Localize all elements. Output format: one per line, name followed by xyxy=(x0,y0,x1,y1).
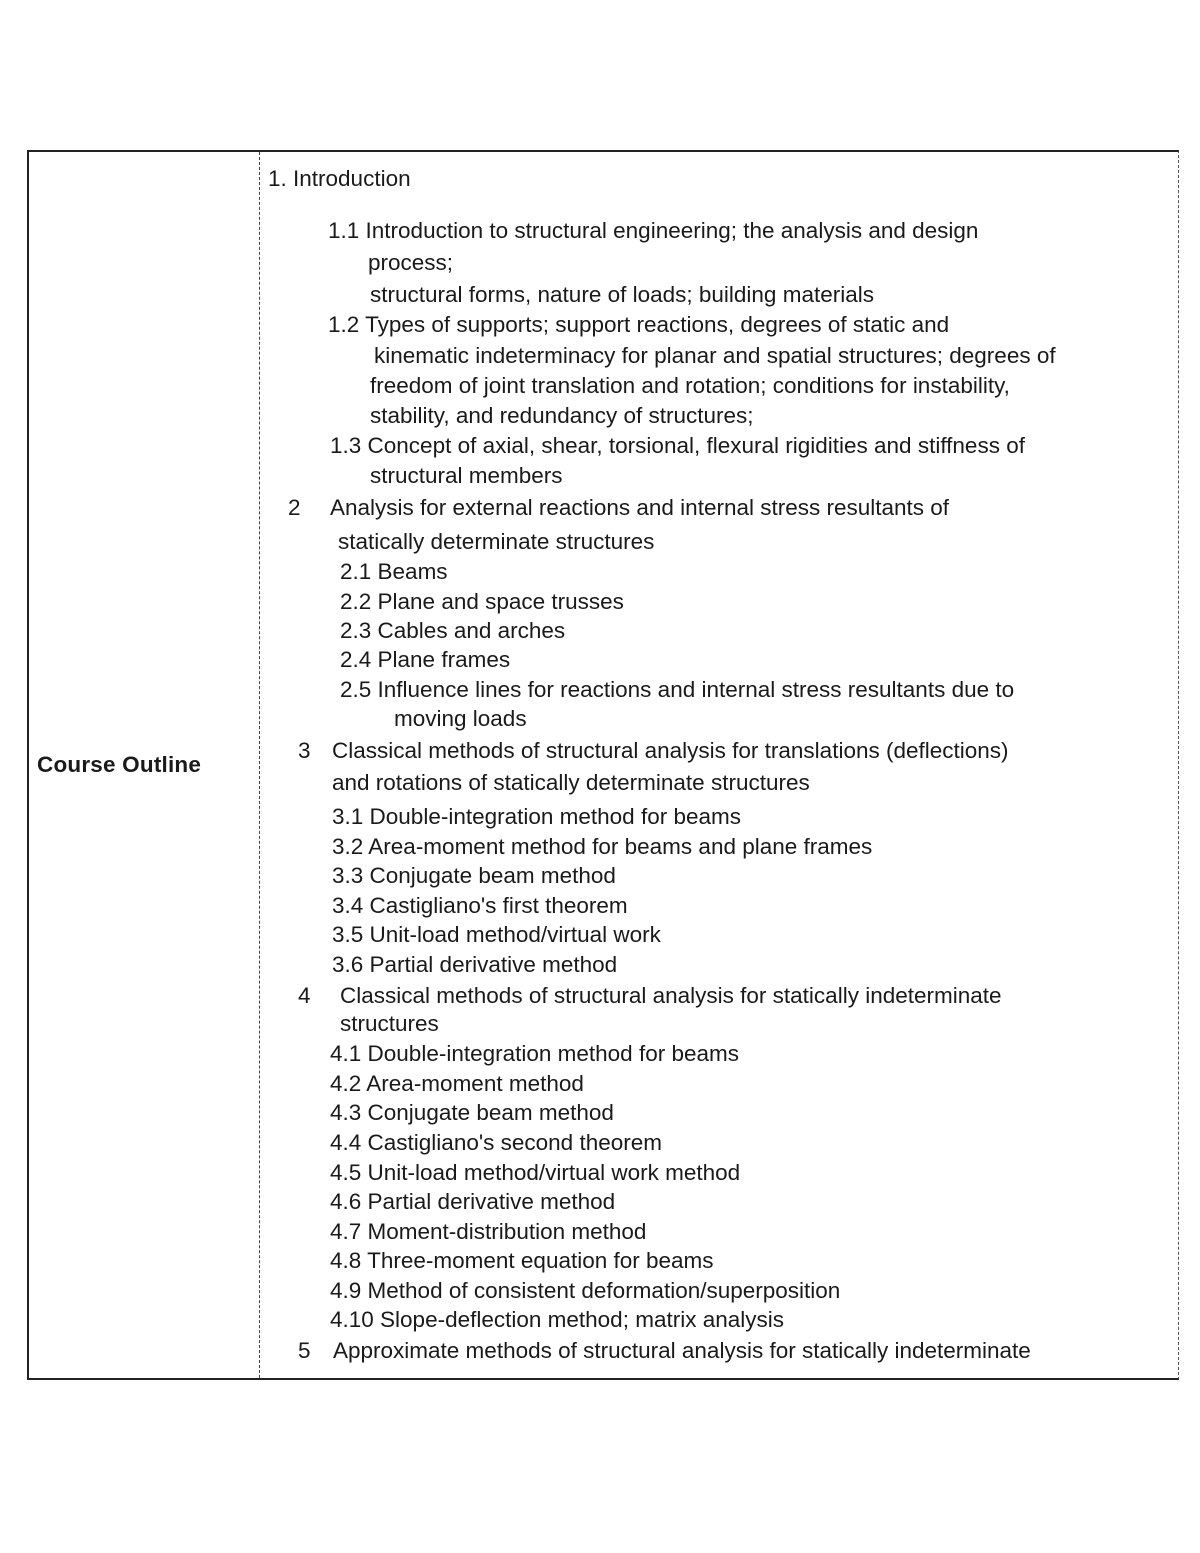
outline-line: 2.2 Plane and space trusses xyxy=(340,589,624,614)
outline-line: 2.3 Cables and arches xyxy=(340,618,566,643)
outline-line: freedom of joint translation and rotation; conditions for instability, xyxy=(370,373,1010,398)
outline-line: 3.4 Castigliano's first theorem xyxy=(332,893,628,918)
outline-line: 3.3 Conjugate beam method xyxy=(332,863,616,888)
outline-line: Approximate methods of structural analysis for statically indeterminate xyxy=(333,1338,1031,1363)
outline-line: and rotations of statically determinate structures xyxy=(332,770,810,795)
outline-line: 3.1 Double-integration method for beams xyxy=(332,804,741,829)
outline-number: 4 xyxy=(298,983,311,1008)
outline-line: 4.1 Double-integration method for beams xyxy=(330,1041,739,1066)
outline-number: 5 xyxy=(298,1338,311,1363)
outline-line: structures xyxy=(340,1011,439,1036)
outline-line: 4.6 Partial derivative method xyxy=(330,1189,616,1214)
outline-line: Classical methods of structural analysis for statically indeterminate xyxy=(340,983,1002,1008)
outline-line: 4.7 Moment-distribution method xyxy=(330,1219,647,1244)
outline-line: kinematic indeterminacy for planar and spatial structures; degrees of xyxy=(374,343,1056,368)
outline-line: 3.6 Partial derivative method xyxy=(332,952,618,977)
outline-line: 1.1 Introduction to structural engineering; the analysis and design xyxy=(328,218,979,243)
outline-number: 2 xyxy=(288,495,301,520)
outline-line: 4.10 Slope-deflection method; matrix analysis xyxy=(330,1307,784,1332)
outline-line: stability, and redundancy of structures; xyxy=(370,403,754,428)
column-divider xyxy=(259,152,260,1378)
outline-line: 4.3 Conjugate beam method xyxy=(330,1100,614,1125)
outline-line: 4.5 Unit-load method/virtual work method xyxy=(330,1160,741,1185)
outline-line: 1. Introduction xyxy=(268,166,411,191)
outline-line: 3.2 Area-moment method for beams and plane frames xyxy=(332,834,873,859)
outline-line: 1.3 Concept of axial, shear, torsional, flexural rigidities and stiffness of xyxy=(330,433,1025,458)
outline-line: 1.2 Types of supports; support reactions, degrees of static and xyxy=(328,312,950,337)
outline-line: process; xyxy=(368,250,454,275)
outline-line: 2.4 Plane frames xyxy=(340,647,511,672)
outline-line: 2.5 Influence lines for reactions and internal stress resultants due to xyxy=(340,677,1015,702)
outline-line: 3.5 Unit-load method/virtual work xyxy=(332,922,661,947)
outline-line: 4.9 Method of consistent deformation/superposition xyxy=(330,1278,841,1303)
outline-line: statically determinate structures xyxy=(338,529,655,554)
outline-line: Analysis for external reactions and internal stress resultants of xyxy=(330,495,950,520)
outline-line: 2.1 Beams xyxy=(340,559,448,584)
outline-line: moving loads xyxy=(394,706,527,731)
outline-line: 4.2 Area-moment method xyxy=(330,1071,584,1096)
outline-line: Classical methods of structural analysis for translations (deflections) xyxy=(332,738,1009,763)
outline-line: 4.8 Three-moment equation for beams xyxy=(330,1248,714,1273)
outline-number: 3 xyxy=(298,738,311,763)
outline-line: structural forms, nature of loads; building materials xyxy=(370,282,874,307)
outline-line: structural members xyxy=(370,463,563,488)
outline-line: 4.4 Castigliano's second theorem xyxy=(330,1130,662,1155)
row-label: Course Outline xyxy=(37,752,202,777)
